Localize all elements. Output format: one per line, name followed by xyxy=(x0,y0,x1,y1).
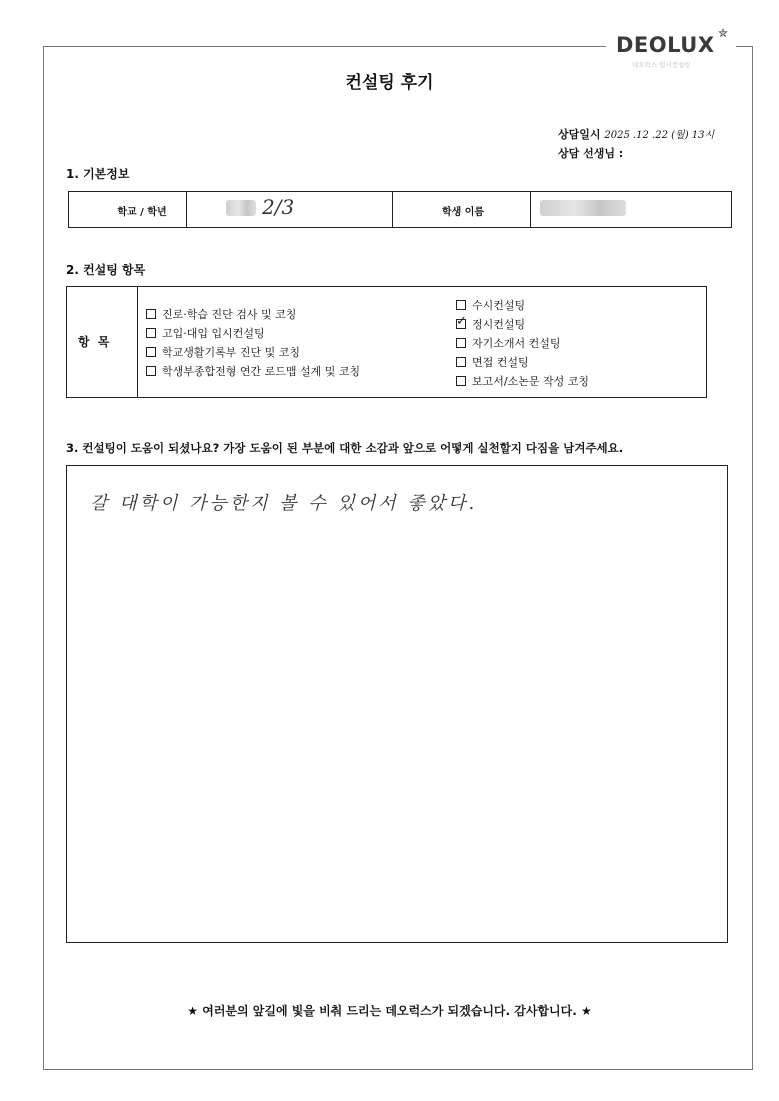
item-jeongsi[interactable] xyxy=(456,316,525,332)
checkbox-roadmap[interactable] xyxy=(146,366,156,376)
item-label: 자기소개서 컨설팅 xyxy=(472,337,561,350)
item-label: 보고서/소논문 작성 코칭 xyxy=(472,375,589,388)
checkbox-interview[interactable] xyxy=(456,357,466,367)
redacted-school xyxy=(226,200,256,216)
consult-date xyxy=(558,126,714,142)
item-label: 수시컨설팅 xyxy=(472,299,526,312)
item-school-record[interactable] xyxy=(146,344,300,360)
item-label: 고입·대입 입시컨설팅 xyxy=(162,327,265,340)
item-susi[interactable] xyxy=(456,297,525,313)
page-title: 컨설팅 후기 xyxy=(345,73,434,93)
checkbox-susi[interactable] xyxy=(456,300,466,310)
checkbox-jeongsi[interactable] xyxy=(456,314,467,329)
item-admission-consulting[interactable] xyxy=(146,325,265,341)
checkbox-career-test[interactable] xyxy=(146,309,156,319)
checkbox-school-record[interactable] xyxy=(146,347,156,357)
brand-logo: DEOLUX xyxy=(616,33,715,57)
table-divider xyxy=(530,191,531,228)
item-roadmap[interactable] xyxy=(146,363,360,379)
items-row-label: 항 목 xyxy=(78,335,112,349)
item-report[interactable] xyxy=(456,373,589,389)
item-label: 학생부종합전형 연간 로드맵 설계 및 코칭 xyxy=(162,365,361,378)
item-career-test[interactable] xyxy=(146,306,296,322)
teacher xyxy=(558,145,623,161)
brand-subtitle: 데오럭스 입시컨설팅 xyxy=(632,61,691,69)
student-name-label: 학생 이름 xyxy=(441,207,485,218)
consult-date-label: 상담일시 xyxy=(558,128,601,141)
consult-date-value: 2025 .12 .22 (월) 13시 xyxy=(604,130,715,141)
section2-title: 2. 컨설팅 항목 xyxy=(66,263,146,277)
footer-message: ★ 여러분의 앞길에 빛을 비춰 드리는 데오럭스가 되겠습니다. 감사합니다. ★ xyxy=(187,1004,592,1018)
feedback-answer: 갈 대학이 가능한지 볼 수 있어서 좋았다. xyxy=(90,493,478,514)
item-label: 학교생활기록부 진단 및 코칭 xyxy=(162,346,301,359)
item-label: 정시컨설팅 xyxy=(472,318,526,331)
item-interview[interactable] xyxy=(456,354,529,370)
teacher-label: 상담 선생님 : xyxy=(558,147,624,160)
school-grade-label: 학교 / 학년 xyxy=(117,207,167,218)
logo-star-icon: ✮ xyxy=(718,26,729,40)
checkbox-admission-consulting[interactable] xyxy=(146,328,156,338)
consulting-items-table xyxy=(66,286,707,398)
section1-title: 1. 기본정보 xyxy=(66,167,130,181)
item-label: 진로·학습 진단 검사 및 코칭 xyxy=(162,308,297,321)
checkbox-self-intro[interactable] xyxy=(456,338,466,348)
feedback-textarea[interactable] xyxy=(66,465,728,943)
item-label: 면접 컨설팅 xyxy=(472,356,529,369)
school-grade-value: 2/3 xyxy=(262,195,295,219)
table-divider xyxy=(137,286,138,398)
check-mark-icon: ✓ xyxy=(456,314,467,329)
section3-question: 3. 컨설팅이 도움이 되셨나요? 가장 도움이 된 부분에 대한 소감과 앞으로 어떻게 실천할지 다짐을 남겨주세요. xyxy=(66,441,624,455)
item-self-intro[interactable] xyxy=(456,335,561,351)
redacted-student-name xyxy=(540,200,626,216)
table-divider xyxy=(392,191,393,228)
checkbox-report[interactable] xyxy=(456,376,466,386)
